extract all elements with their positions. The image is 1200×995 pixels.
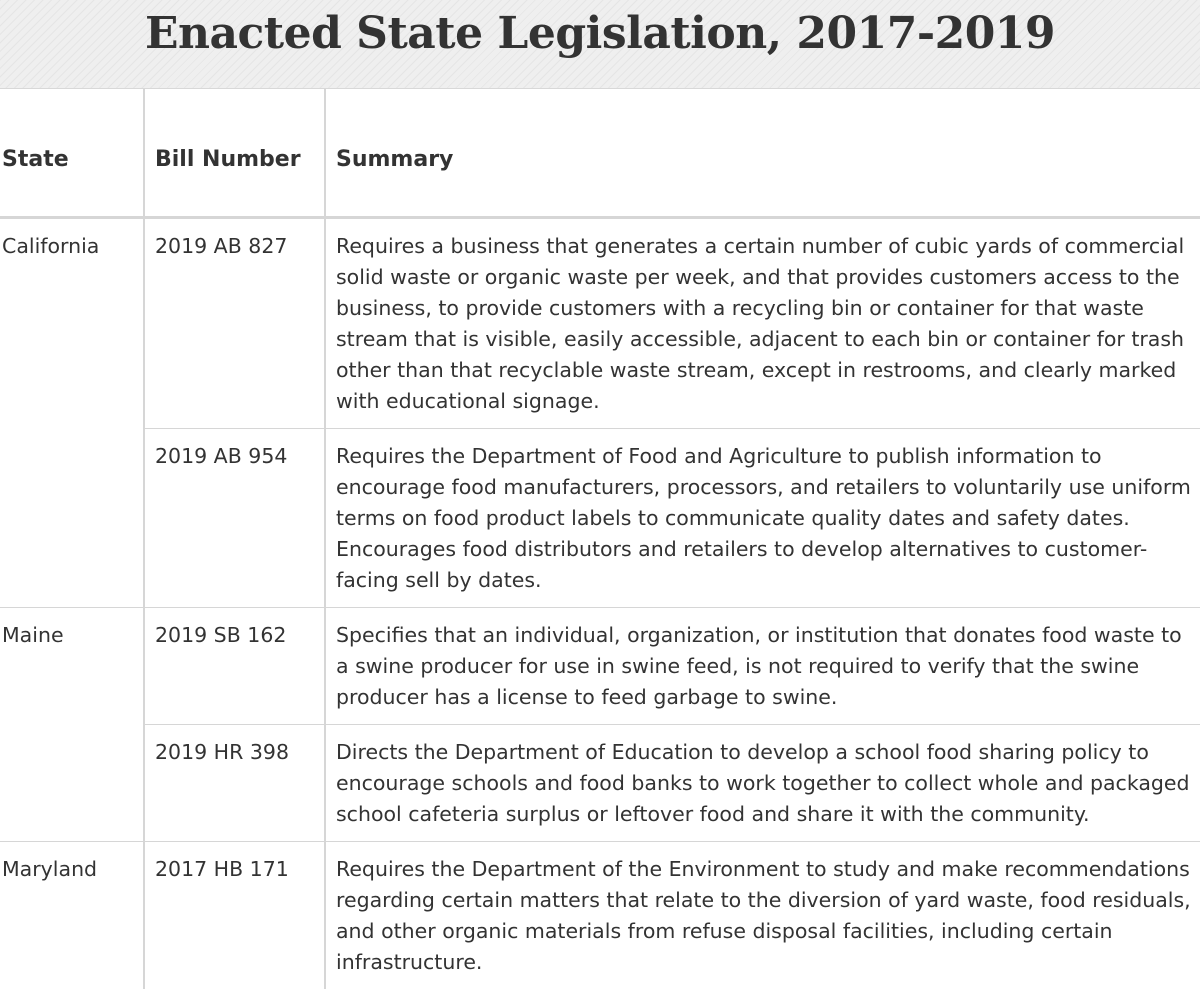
table-row: [0, 841, 1200, 989]
legislation-table: [0, 89, 1200, 989]
table-row: [0, 724, 1200, 841]
header-bill-number: Bill Number: [144, 89, 325, 217]
header-summary: Summary: [325, 89, 1200, 217]
bill-number-cell: 2019 AB 827: [144, 217, 325, 428]
state-cell: Maryland: [0, 841, 144, 989]
state-cell: California: [2, 233, 100, 258]
table-header-row: [0, 89, 1200, 217]
title-banner: [0, 0, 1200, 89]
table-row: [0, 428, 1200, 607]
bill-number-cell: 2019 HR 398: [144, 724, 325, 841]
page-title: Enacted State Legislation, 2017-2019: [144, 8, 1056, 59]
bill-number-cell: 2017 HB 171: [144, 841, 325, 989]
bill-number-cell: 2019 SB 162: [144, 607, 325, 724]
header-state: State: [0, 89, 144, 217]
summary-cell: Requires the Department of Food and Agriculture to publish information to encourage food manufacturers, processors, and retailers to voluntarily use uniform terms on food product labels to communicate quality dates and safety dates. Encourages food distributors and retailers to develop alternatives to customer-facing sell by dates.: [325, 428, 1200, 607]
summary-cell: Specifies that an individual, organization, or institution that donates food waste to a swine producer for use in swine feed, is not required to verify that the swine producer has a license to feed garbage to swine.: [325, 607, 1200, 724]
state-cell: Maine: [0, 607, 144, 841]
table-row: [0, 217, 1200, 428]
table-row: [0, 607, 1200, 724]
summary-cell: Requires the Department of the Environment to study and make recommendations regarding certain matters that relate to the diversion of yard waste, food residuals, and other organic materials from refuse disposal facilities, including certain infrastructure.: [325, 841, 1200, 989]
summary-cell: Directs the Department of Education to develop a school food sharing policy to encourage schools and food banks to work together to collect whole and packaged school cafeteria surplus or leftover food and share it with the community.: [325, 724, 1200, 841]
bill-number-cell: 2019 AB 954: [144, 428, 325, 607]
summary-cell: Requires a business that generates a certain number of cubic yards of commercial solid waste or organic waste per week, and that provides customers access to the business, to provide customers with a recycling bin or container for that waste stream that is visible, easily accessible, adjacent to each bin or container for trash other than that recyclable waste stream, except in restrooms, and clearly marked with educational signage.: [325, 217, 1200, 428]
